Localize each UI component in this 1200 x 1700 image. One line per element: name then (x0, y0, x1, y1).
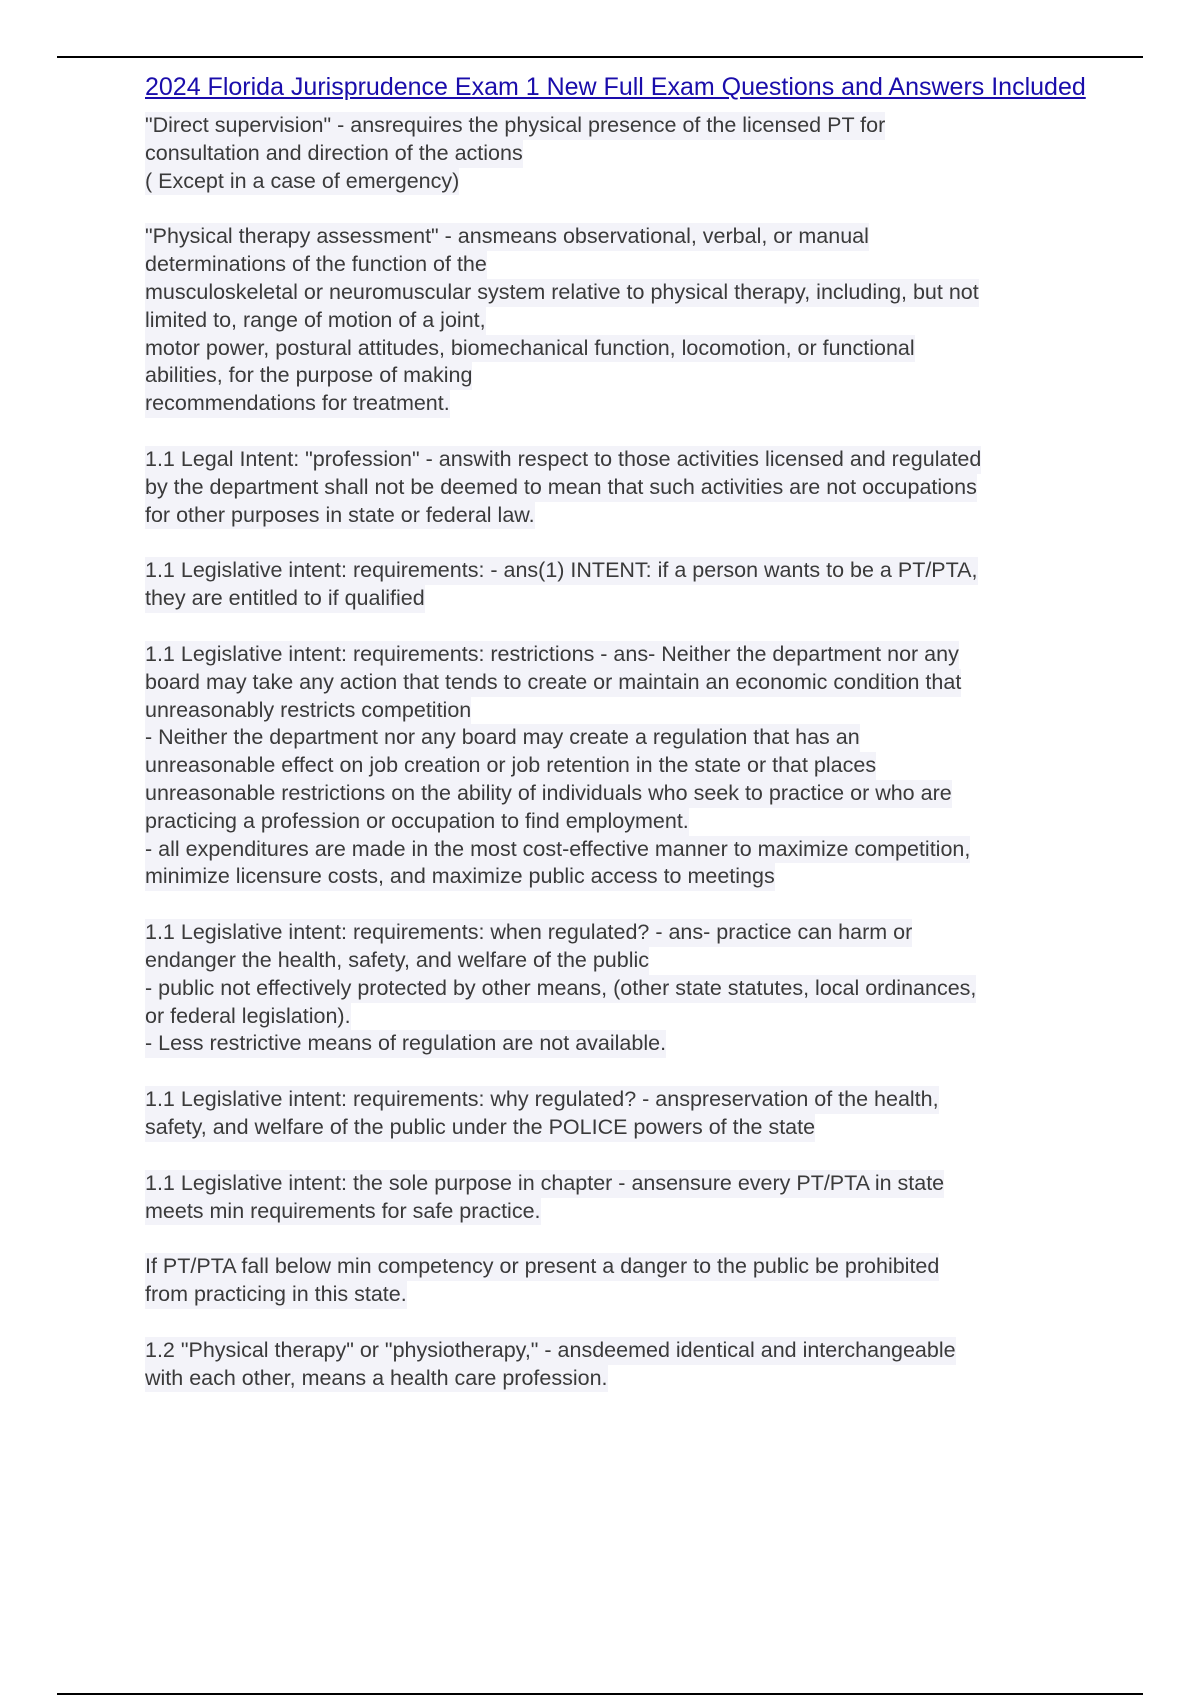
qa-entry-line: "Physical therapy assessment" - ansmeans observational, verbal, or manual (145, 223, 869, 251)
qa-entry-line: determinations of the function of the (145, 251, 487, 279)
qa-entry-line: abilities, for the purpose of making (145, 362, 472, 390)
qa-entry-line: motor power, postural attitudes, biomechanical function, locomotion, or functional (145, 335, 915, 363)
qa-entry-line: 1.1 Legislative intent: requirements: - ans(1) INTENT: if a person wants to be a PT/PTA, (145, 557, 978, 585)
qa-entry-line: 1.1 Legal Intent: "profession" - answith respect to those activities licensed and regulated (145, 446, 981, 474)
qa-entry-line: 1.1 Legislative intent: requirements: restrictions - ans- Neither the department nor any (145, 641, 959, 669)
qa-entry-line: endanger the health, safety, and welfare of the public (145, 947, 649, 975)
qa-entry (145, 223, 1100, 418)
qa-entry (145, 1337, 1100, 1393)
qa-entry-line: unreasonably restricts competition (145, 697, 471, 725)
qa-entry-line: 1.1 Legislative intent: requirements: why regulated? - anspreservation of the health, (145, 1086, 939, 1114)
qa-entry-line: recommendations for treatment. (145, 390, 450, 418)
qa-entry-line: musculoskeletal or neuromuscular system relative to physical therapy, including, but not (145, 279, 979, 307)
qa-entry-line: ( Except in a case of emergency) (145, 168, 459, 196)
qa-entry-line: from practicing in this state. (145, 1281, 407, 1309)
qa-entry-line: 1.2 "Physical therapy" or "physiotherapy," - ansdeemed identical and interchangeable (145, 1337, 956, 1365)
bottom-horizontal-rule (57, 1693, 1143, 1695)
qa-entry-line: board may take any action that tends to create or maintain an economic condition that (145, 669, 961, 697)
qa-entry-line: minimize licensure costs, and maximize public access to meetings (145, 863, 775, 891)
qa-entry-line: 1.1 Legislative intent: the sole purpose in chapter - ansensure every PT/PTA in state (145, 1170, 944, 1198)
qa-entry-line: or federal legislation). (145, 1003, 351, 1031)
qa-entry (145, 1086, 1100, 1142)
qa-entry (145, 446, 1100, 529)
qa-entry-line: consultation and direction of the actions (145, 140, 523, 168)
qa-entry-line: unreasonable restrictions on the ability of individuals who seek to practice or who are (145, 780, 952, 808)
qa-entry-line: for other purposes in state or federal law. (145, 502, 535, 530)
qa-entry-line: - public not effectively protected by other means, (other state statutes, local ordinances, (145, 975, 976, 1003)
qa-entry-line: with each other, means a health care profession. (145, 1365, 608, 1393)
qa-entry-line: limited to, range of motion of a joint, (145, 307, 486, 335)
top-horizontal-rule (57, 56, 1143, 58)
qa-entry-line: If PT/PTA fall below min competency or present a danger to the public be prohibited (145, 1253, 939, 1281)
document-body (145, 72, 1100, 1420)
qa-entry-line: by the department shall not be deemed to mean that such activities are not occupations (145, 474, 977, 502)
qa-entry-line: safety, and welfare of the public under the POLICE powers of the state (145, 1114, 815, 1142)
qa-entry-line: - all expenditures are made in the most cost-effective manner to maximize competition, (145, 836, 970, 864)
qa-entries-list (145, 112, 1100, 1392)
qa-entry (145, 1170, 1100, 1226)
qa-entry-line: they are entitled to if qualified (145, 585, 425, 613)
qa-entry-line: 1.1 Legislative intent: requirements: when regulated? - ans- practice can harm or (145, 919, 912, 947)
document-title-link[interactable]: 2024 Florida Jurisprudence Exam 1 New Full Exam Questions and Answers Included (145, 73, 1086, 101)
qa-entry (145, 641, 1100, 891)
qa-entry (145, 112, 1100, 195)
qa-entry (145, 919, 1100, 1058)
qa-entry (145, 1253, 1100, 1309)
qa-entry-line: unreasonable effect on job creation or job retention in the state or that places (145, 752, 876, 780)
qa-entry-line: - Less restrictive means of regulation are not available. (145, 1030, 666, 1058)
qa-entry-line: "Direct supervision" - ansrequires the physical presence of the licensed PT for (145, 112, 885, 140)
qa-entry (145, 557, 1100, 613)
qa-entry-line: meets min requirements for safe practice. (145, 1198, 541, 1226)
qa-entry-line: - Neither the department nor any board may create a regulation that has an (145, 724, 860, 752)
qa-entry-line: practicing a profession or occupation to find employment. (145, 808, 689, 836)
